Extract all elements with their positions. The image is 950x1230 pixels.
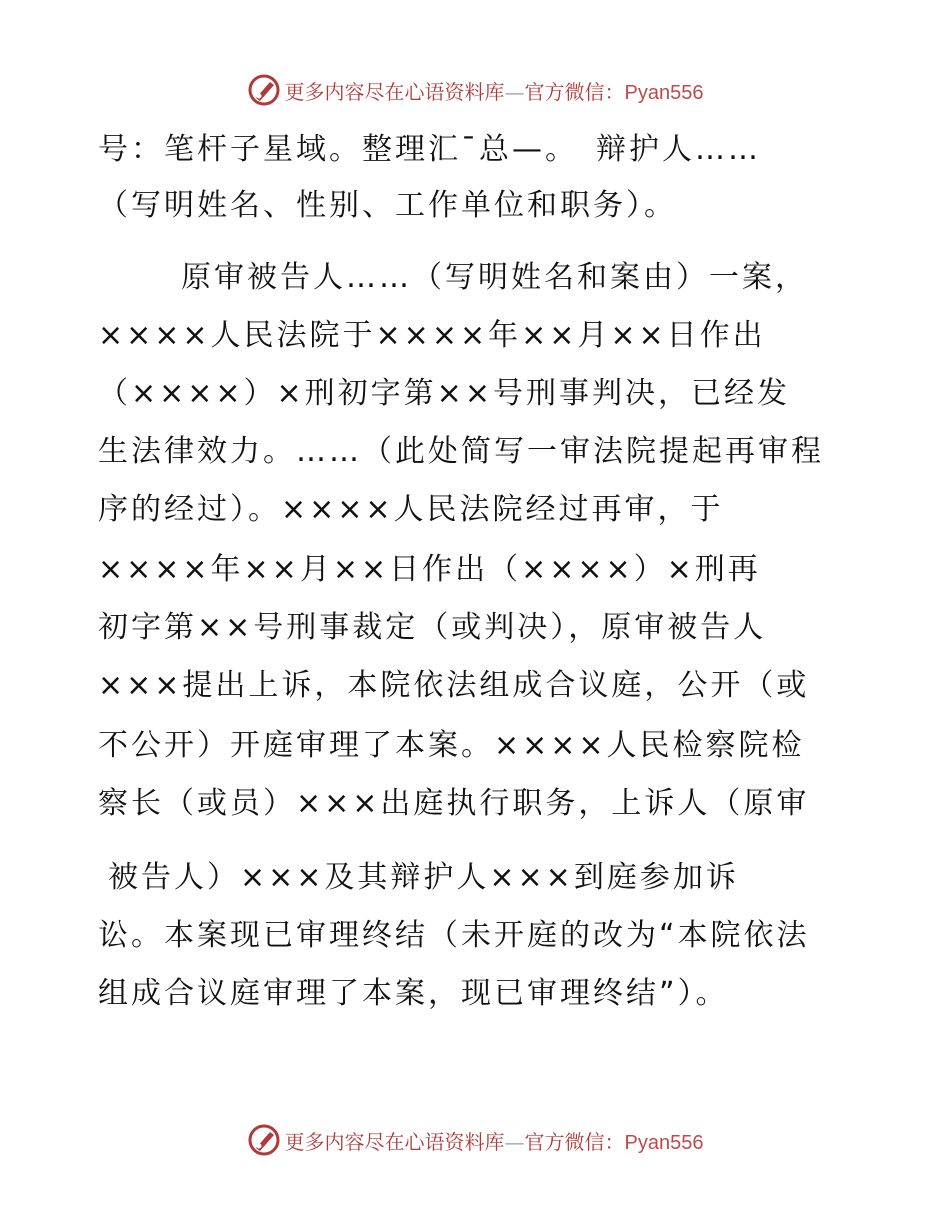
text-line-10: ×××提出上诉，本院依法组成合议庭，公开（或 (98, 668, 810, 703)
text-line-13: 被告人）×××及其辩护人×××到庭参加诉 (108, 860, 739, 895)
header-banner-contact-id: Pyan556 (624, 81, 704, 104)
text-line-6: 生法律效力。……（此处简写一审法院提起再审程 (98, 434, 824, 469)
footer-banner-contact-id: Pyan556 (624, 1131, 704, 1154)
text-line-11: 不公开）开庭审理了本案。××××人民检察院检 (98, 728, 805, 763)
header-banner (0, 70, 950, 110)
footer-banner-dash: — (504, 1129, 525, 1154)
header-banner-text (285, 76, 704, 105)
text-line-14: 讼。本案现已审理终结（未开庭的改为“本院依法 (98, 918, 810, 953)
text-line-15: 组成合议庭审理了本案，现已审理终结”）。 (98, 976, 729, 1011)
header-banner-contact-label: 官方微信： (524, 79, 625, 104)
text-line-3: 原审被告人……（写明姓名和案由）一案， (148, 260, 808, 295)
text-line-2: （写明姓名、性别、工作单位和职务）。 (98, 188, 677, 223)
footer-banner (0, 1120, 950, 1160)
text-line-5: （××××）×刑初字第××号刑事判决，已经发 (98, 376, 790, 411)
footer-banner-content (247, 1123, 704, 1157)
pen-logo-icon (247, 73, 281, 107)
footer-banner-main: 更多内容尽在心语资料库 (284, 1129, 505, 1154)
text-line-1: 号：笔杆子星域。整理汇¯总—。 辩护人…… (98, 132, 761, 167)
text-line-4: ××××人民法院于××××年××月××日作出 (98, 318, 766, 353)
text-line-8: ××××年××月××日作出（××××）×刑再 (98, 552, 761, 587)
header-banner-dash: — (504, 79, 525, 104)
footer-banner-text (285, 1126, 704, 1155)
text-line-12: 察长（或员）×××出庭执行职务，上诉人（原审 (98, 786, 810, 821)
header-banner-main: 更多内容尽在心语资料库 (284, 79, 505, 104)
header-banner-content (247, 73, 704, 107)
text-line-9: 初字第××号刑事裁定（或判决），原审被告人 (98, 610, 767, 645)
text-line-7: 序的经过）。××××人民法院经过再审，于 (98, 492, 724, 527)
footer-banner-contact-label: 官方微信： (524, 1129, 625, 1154)
pen-logo-icon (247, 1123, 281, 1157)
